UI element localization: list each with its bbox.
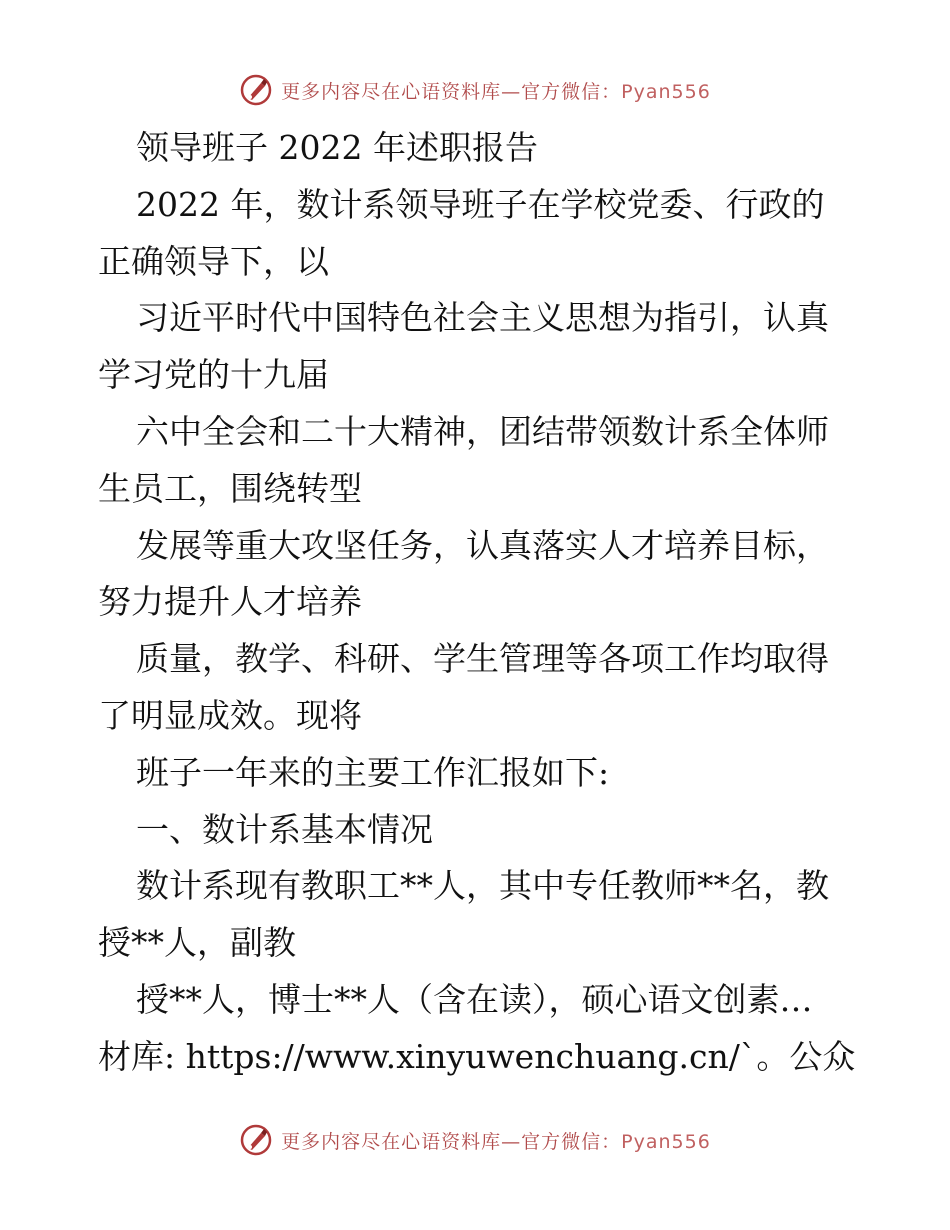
document-line: 习近平时代中国特色社会主义思想为指引，认真 (136, 298, 829, 338)
document-line: 班子一年来的主要工作汇报如下: (136, 752, 610, 792)
watermark-banner-bottom (0, 1120, 950, 1160)
document-line: 质量，教学、科研、学生管理等各项工作均取得 (136, 639, 829, 679)
document-line: 一、数计系基本情况 (136, 809, 433, 849)
pen-logo-icon (239, 1123, 273, 1157)
document-line: 数计系现有教职工**人，其中专任教师**名，教 (136, 866, 829, 906)
document-line: 2022 年，数计系领导班子在学校党委、行政的 (136, 184, 825, 224)
document-line: 学习党的十九届 (98, 355, 329, 395)
document-line: 努力提升人才培养 (98, 582, 362, 622)
document-line: 生员工，围绕转型 (98, 468, 362, 508)
watermark-text: 更多内容尽在心语资料库—官方微信：Pyan556 (281, 80, 711, 103)
document-line: 授**人，副教 (98, 923, 296, 963)
watermark-text: 更多内容尽在心语资料库—官方微信：Pyan556 (281, 1130, 711, 1153)
document-line: 正确领导下，以 (98, 241, 329, 281)
document-body (98, 120, 858, 1086)
document-line: 六中全会和二十大精神，团结带领数计系全体师 (136, 411, 829, 451)
pen-logo-icon (239, 73, 273, 107)
document-line: 发展等重大攻坚任务，认真落实人才培养目标， (136, 525, 829, 565)
document-line: 材库: https://www.xinyuwenchuang.cn/`。公众 (98, 1036, 856, 1076)
watermark-banner-top (0, 70, 950, 110)
document-line: 了明显成效。现将 (98, 695, 362, 735)
document-line: 授**人，博士**人（含在读），硕心语文创素… (136, 979, 813, 1019)
document-line: 领导班子 2022 年述职报告 (136, 128, 538, 167)
